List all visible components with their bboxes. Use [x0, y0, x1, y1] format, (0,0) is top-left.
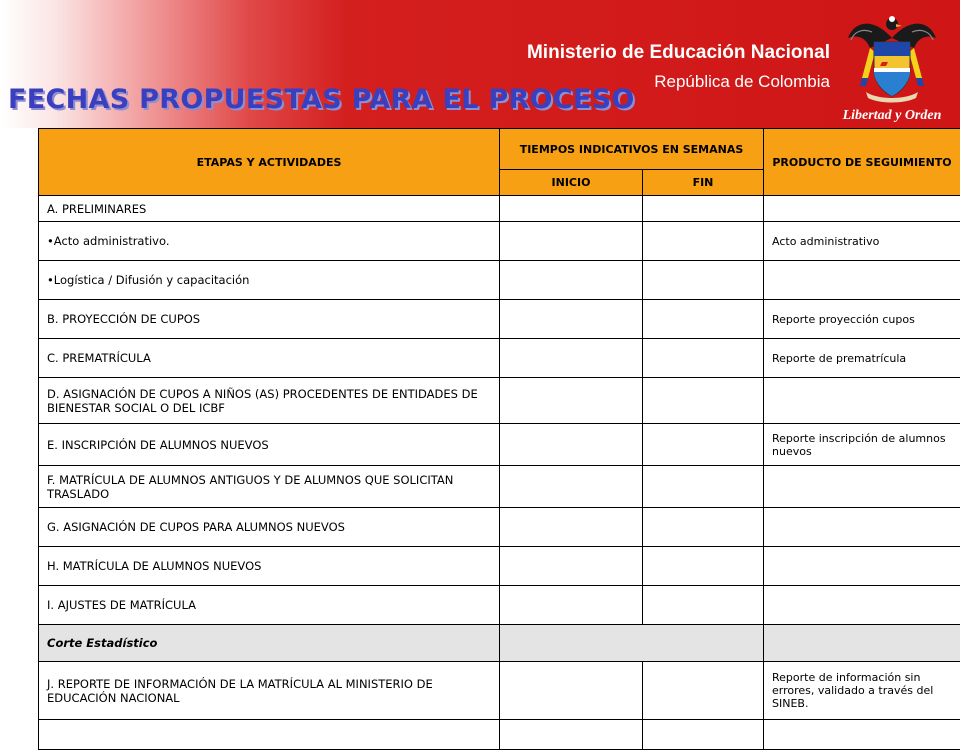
table-row [39, 196, 960, 222]
end-cell [643, 300, 764, 339]
table-row [39, 261, 960, 300]
start-cell [500, 586, 643, 625]
end-cell [643, 222, 764, 261]
start-cell [500, 261, 643, 300]
page-title: FECHAS PROPUESTAS PARA EL PROCESO [8, 84, 635, 115]
ministry-name: Ministerio de Educación Nacional [527, 42, 830, 64]
col-header-stages: ETAPAS Y ACTIVIDADES [39, 129, 500, 196]
start-cell [500, 222, 643, 261]
motto-text: Libertad y Orden [842, 108, 942, 124]
stage-cell [39, 720, 500, 750]
start-cell [500, 720, 643, 750]
stage-cell: Corte Estadístico [39, 625, 500, 662]
product-cell: Reporte de prematrícula [764, 339, 960, 378]
stages-table [38, 128, 960, 750]
product-cell [764, 196, 960, 222]
product-cell: Reporte de información sin errores, validado a través del SINEB. [764, 662, 960, 720]
end-cell [643, 261, 764, 300]
end-cell [643, 196, 764, 222]
stage-cell: •Logística / Difusión y capacitación [39, 261, 500, 300]
start-cell [500, 466, 643, 508]
stage-cell: I. AJUSTES DE MATRÍCULA [39, 586, 500, 625]
product-cell [764, 466, 960, 508]
product-cell: Reporte inscripción de alumnos nuevos [764, 424, 960, 466]
end-cell [643, 339, 764, 378]
coat-of-arms-icon [842, 8, 942, 106]
start-cell [500, 300, 643, 339]
stage-cell: G. ASIGNACIÓN DE CUPOS PARA ALUMNOS NUEVOS [39, 508, 500, 547]
product-cell [764, 586, 960, 625]
start-cell [500, 196, 643, 222]
product-cell [764, 720, 960, 750]
start-cell [500, 378, 643, 424]
start-cell [500, 662, 643, 720]
table-row [39, 586, 960, 625]
end-cell [643, 586, 764, 625]
stage-cell: D. ASIGNACIÓN DE CUPOS A NIÑOS (AS) PROCEDENTES DE ENTIDADES DE BIENESTAR SOCIAL O DEL ICBF [39, 378, 500, 424]
product-cell [764, 378, 960, 424]
table-row [39, 720, 960, 750]
product-cell [764, 547, 960, 586]
stage-cell: C. PREMATRÍCULA [39, 339, 500, 378]
end-cell [643, 547, 764, 586]
table-row [39, 339, 960, 378]
table-row [39, 508, 960, 547]
table-row [39, 378, 960, 424]
table-row-highlight [39, 625, 960, 662]
stage-cell: J. REPORTE DE INFORMACIÓN DE LA MATRÍCULA AL MINISTERIO DE EDUCACIÓN NACIONAL [39, 662, 500, 720]
stage-cell: B. PROYECCIÓN DE CUPOS [39, 300, 500, 339]
start-cell [500, 424, 643, 466]
end-cell [643, 466, 764, 508]
end-cell [643, 378, 764, 424]
end-cell [643, 424, 764, 466]
product-cell: Reporte proyección cupos [764, 300, 960, 339]
table-row [39, 547, 960, 586]
stage-cell: H. MATRÍCULA DE ALUMNOS NUEVOS [39, 547, 500, 586]
product-cell [764, 508, 960, 547]
table-row [39, 662, 960, 720]
start-cell [500, 339, 643, 378]
stage-cell: A. PRELIMINARES [39, 196, 500, 222]
table-row [39, 300, 960, 339]
table-row [39, 424, 960, 466]
product-cell [764, 261, 960, 300]
product-cell: Acto administrativo [764, 222, 960, 261]
table-row [39, 466, 960, 508]
start-cell [500, 547, 643, 586]
start-cell [500, 508, 643, 547]
republic-name: República de Colombia [654, 72, 830, 92]
end-cell [643, 508, 764, 547]
times-cell [500, 625, 764, 662]
end-cell [643, 720, 764, 750]
col-header-start: INICIO [500, 170, 643, 196]
col-header-times: TIEMPOS INDICATIVOS EN SEMANAS [500, 129, 764, 170]
table-row [39, 222, 960, 261]
stage-cell: •Acto administrativo. [39, 222, 500, 261]
col-header-end: FIN [643, 170, 764, 196]
end-cell [643, 662, 764, 720]
product-cell [764, 625, 960, 662]
stage-cell: E. INSCRIPCIÓN DE ALUMNOS NUEVOS [39, 424, 500, 466]
col-header-product: PRODUCTO DE SEGUIMIENTO [764, 129, 960, 196]
stage-cell: F. MATRÍCULA DE ALUMNOS ANTIGUOS Y DE ALUMNOS QUE SOLICITAN TRASLADO [39, 466, 500, 508]
